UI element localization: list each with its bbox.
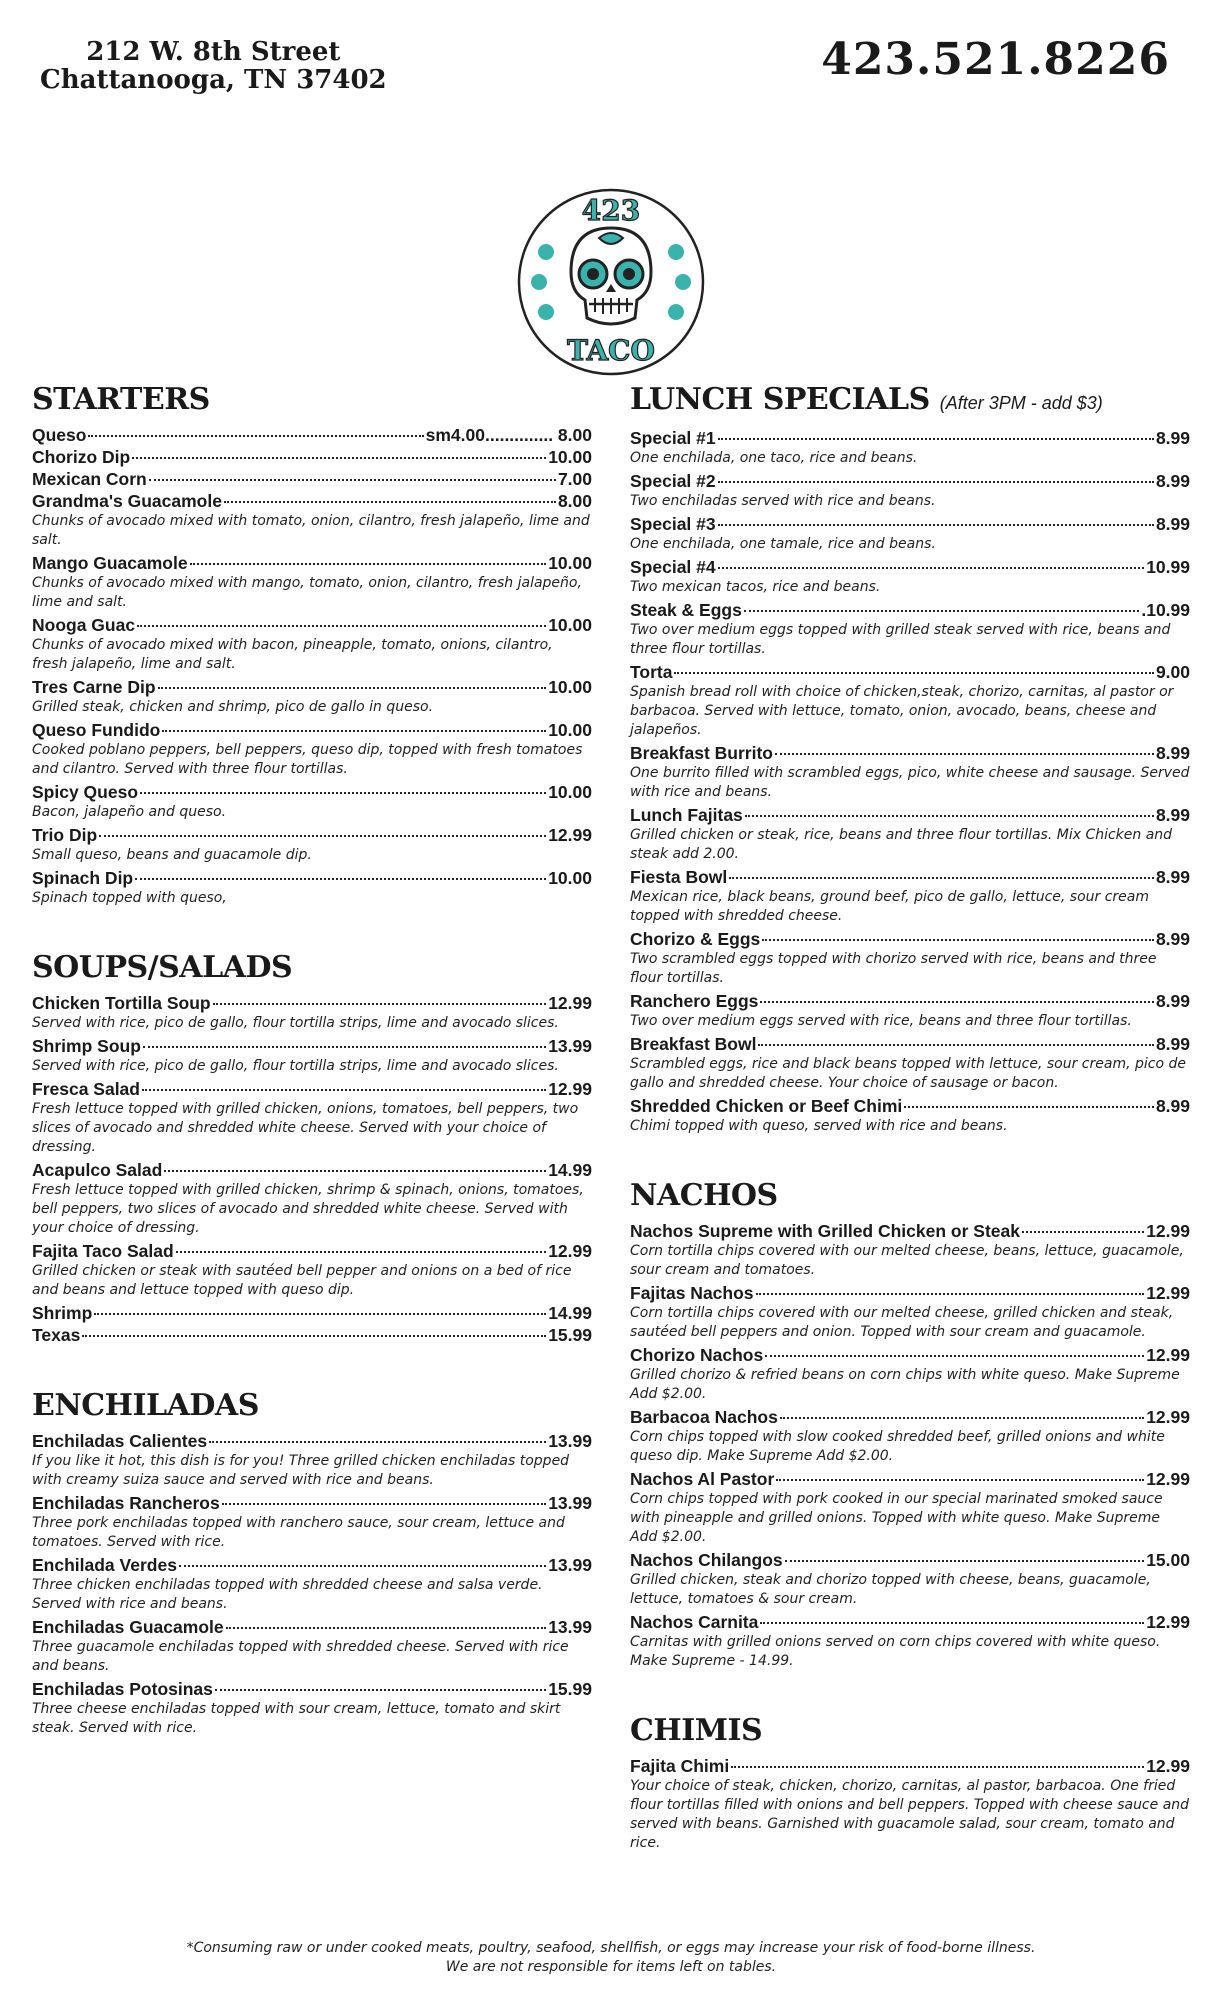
menu-item xyxy=(32,614,592,674)
menu-item xyxy=(630,1220,1190,1280)
menu-item-description: Two scrambled eggs topped with chorizo served with rice, beans and three flour tortillas. xyxy=(630,951,1157,986)
menu-item-description: If you like it hot, this dish is for you! Three grilled chicken enchiladas topped with creamy suiza sauce and served with rice and beans. xyxy=(32,1453,570,1488)
dot-leader xyxy=(731,1766,1144,1768)
menu-item-description: Served with rice, pico de gallo, flour tortilla strips, lime and avocado slices. xyxy=(32,1015,559,1031)
menu-item-row xyxy=(630,427,1190,449)
menu-item xyxy=(630,742,1190,802)
dot-leader xyxy=(135,878,546,880)
menu-item-row xyxy=(32,468,592,490)
menu-item-name: Mango Guacamole xyxy=(32,553,188,573)
dot-leader xyxy=(762,939,1154,941)
dot-leader xyxy=(179,1565,546,1567)
menu-item-row xyxy=(32,824,592,846)
section-title: SOUPS/SALADS xyxy=(32,950,293,985)
menu-item xyxy=(630,1282,1190,1342)
menu-item-row xyxy=(630,990,1190,1012)
dot-leader xyxy=(744,610,1139,612)
menu-item-name: Special #4 xyxy=(630,557,716,577)
section-title: ENCHILADAS xyxy=(32,1388,259,1423)
menu-item-row xyxy=(630,470,1190,492)
menu-item-price: 8.99 xyxy=(1155,991,1190,1011)
menu-item-price: 12.99 xyxy=(1146,1283,1190,1303)
dot-leader xyxy=(158,687,547,689)
menu-item-description: Grilled chicken or steak, rice, beans and three flour tortillas. Mix Chicken and steak add 2.00. xyxy=(630,827,1173,862)
menu-item-description: Mexican rice, black beans, ground beef, pico de gallo, lettuce, sour cream topped with shredded cheese. xyxy=(630,889,1150,924)
menu-item xyxy=(32,824,592,865)
address-line-2: Chattanooga, TN 37402 xyxy=(40,65,387,95)
restaurant-address xyxy=(40,38,387,94)
menu-item-name: Queso xyxy=(32,425,87,445)
menu-item xyxy=(630,1344,1190,1404)
menu-item xyxy=(32,1492,592,1552)
menu-item-name: Trio Dip xyxy=(32,825,98,845)
menu-item-row xyxy=(630,1220,1190,1242)
menu-item xyxy=(32,490,592,550)
menu-item-name: Barbacoa Nachos xyxy=(630,1407,778,1427)
section-title: CHIMIS xyxy=(630,1713,763,1748)
menu-item-row xyxy=(32,552,592,574)
menu-item-price: 8.99 xyxy=(1155,514,1190,534)
menu-item-price: 8.99 xyxy=(1155,1034,1190,1054)
menu-item-price: 13.99 xyxy=(548,1617,592,1637)
menu-item-name: Acapulco Salad xyxy=(32,1160,163,1180)
menu-item-description: Cooked poblano peppers, bell peppers, queso dip, topped with fresh tomatoes and cilantro. Served with three flour tortillas. xyxy=(32,742,583,777)
menu-item-row xyxy=(630,1033,1190,1055)
menu-item-price: 10.00 xyxy=(548,677,592,697)
menu-item-description: Three chicken enchiladas topped with shredded cheese and salsa verde. Served with rice and beans. xyxy=(32,1577,543,1612)
menu-item-price: 10.00 xyxy=(548,782,592,802)
menu-item xyxy=(32,1678,592,1738)
section-title xyxy=(630,382,1190,421)
menu-item-name: Enchiladas Rancheros xyxy=(32,1493,220,1513)
dot-leader xyxy=(132,457,546,459)
menu-item-row xyxy=(32,1078,592,1100)
address-line-1: 212 W. 8th Street xyxy=(86,37,341,67)
menu-item-row xyxy=(630,1095,1190,1117)
menu-item-price: 15.00 xyxy=(1146,1550,1190,1570)
menu-item xyxy=(32,1302,592,1324)
menu-item-row xyxy=(630,1611,1190,1633)
dot-leader xyxy=(99,835,546,837)
dot-leader xyxy=(765,1355,1144,1357)
menu-item-name: Fajita Chimi xyxy=(630,1756,730,1776)
dot-leader xyxy=(176,1251,547,1253)
menu-item xyxy=(32,1159,592,1238)
menu-item-price: sm4.00.............. 8.00 xyxy=(425,425,592,445)
menu-item-price: 8.99 xyxy=(1155,743,1190,763)
menu-item-name: Shrimp Soup xyxy=(32,1036,141,1056)
menu-item xyxy=(630,804,1190,864)
menu-item-row xyxy=(32,1035,592,1057)
menu-item-row xyxy=(32,1159,592,1181)
menu-item-name: Steak & Eggs xyxy=(630,600,742,620)
menu-item-row xyxy=(630,1282,1190,1304)
menu-item-description: Chunks of avocado mixed with bacon, pineapple, tomato, onions, cilantro, fresh jalapeño, lime and salt. xyxy=(32,637,553,672)
dot-leader xyxy=(745,815,1154,817)
menu-item-price: 12.99 xyxy=(1146,1756,1190,1776)
menu-item-name: Special #3 xyxy=(630,514,716,534)
dot-leader xyxy=(94,1313,546,1315)
dot-leader xyxy=(780,1417,1144,1419)
menu-item-price: 13.99 xyxy=(548,1431,592,1451)
menu-item xyxy=(630,990,1190,1031)
right-column xyxy=(630,382,1190,1895)
dot-leader xyxy=(785,1560,1145,1562)
menu-item-name: Nachos Al Pastor xyxy=(630,1469,775,1489)
menu-item xyxy=(32,1035,592,1076)
section-chimis xyxy=(630,1713,1190,1853)
dot-leader xyxy=(775,753,1154,755)
menu-item xyxy=(630,661,1190,740)
dot-leader xyxy=(776,1479,1144,1481)
menu-item-row xyxy=(32,719,592,741)
menu-item xyxy=(32,424,592,446)
menu-item-name: Mexican Corn xyxy=(32,469,147,489)
menu-item-price: 8.99 xyxy=(1155,805,1190,825)
logo-top-text: 423 xyxy=(581,194,641,227)
dot-leader xyxy=(222,1503,546,1505)
menu-item-name: Chorizo & Eggs xyxy=(630,929,761,949)
menu-item-description: One burrito filled with scrambled eggs, pico, white cheese and sausage. Served with rice and beans. xyxy=(630,765,1190,800)
menu-item-price: 8.99 xyxy=(1155,929,1190,949)
menu-item xyxy=(630,1095,1190,1136)
menu-item-description: Spinach topped with queso, xyxy=(32,890,227,906)
menu-item-description: Bacon, jalapeño and queso. xyxy=(32,804,227,820)
menu-item xyxy=(630,1406,1190,1466)
menu-item-description: Grilled chicken or steak with sautéed bell pepper and onions on a bed of rice and beans and lettuce topped with queso dip. xyxy=(32,1263,572,1298)
menu-item-price: 12.99 xyxy=(548,1079,592,1099)
menu-item-name: Nooga Guac xyxy=(32,615,136,635)
section-lunch-specials xyxy=(630,382,1190,1136)
menu-item-name: Queso Fundido xyxy=(32,720,161,740)
menu-item-row xyxy=(630,1406,1190,1428)
menu-item-row xyxy=(630,556,1190,578)
menu-item-row xyxy=(32,1302,592,1324)
menu-item-name: Chorizo Nachos xyxy=(630,1345,764,1365)
menu-item-name: Ranchero Eggs xyxy=(630,991,759,1011)
menu-item xyxy=(630,470,1190,511)
menu-item xyxy=(630,513,1190,554)
menu-item-price: 12.99 xyxy=(548,993,592,1013)
dot-leader xyxy=(142,1089,546,1091)
sugar-skull-logo xyxy=(513,184,709,380)
menu-item-price: 12.99 xyxy=(548,825,592,845)
menu-item-description: Chunks of avocado mixed with tomato, onion, cilantro, fresh jalapeño, lime and salt. xyxy=(32,513,590,548)
menu-item-description: Fresh lettuce topped with grilled chicken, onions, tomatoes, bell peppers, two slices of avocado and shredded white cheese. Served with your choice of dressing. xyxy=(32,1101,579,1155)
menu-item xyxy=(630,928,1190,988)
menu-item-price: 8.00 xyxy=(557,491,592,511)
menu-item-name: Nachos Carnita xyxy=(630,1612,759,1632)
menu-item-price: 12.99 xyxy=(1146,1345,1190,1365)
menu-item-name: Nachos Chilangos xyxy=(630,1550,783,1570)
menu-item-description: Grilled chorizo & refried beans on corn chips with white queso. Make Supreme Add $2.00. xyxy=(630,1367,1180,1402)
menu-item-name: Shrimp xyxy=(32,1303,93,1323)
menu-item-description: Three pork enchiladas topped with ranchero sauce, sour cream, lettuce and tomatoes. Served with rice. xyxy=(32,1515,565,1550)
menu-item-row xyxy=(32,1554,592,1576)
menu-item-description: Small queso, beans and guacamole dip. xyxy=(32,847,312,863)
menu-item-name: Enchiladas Potosinas xyxy=(32,1679,213,1699)
dot-leader xyxy=(760,1001,1154,1003)
menu-item-price: 13.99 xyxy=(548,1555,592,1575)
menu-item-price: 12.99 xyxy=(1146,1469,1190,1489)
menu-item-row xyxy=(630,1549,1190,1571)
menu-item-description: Grilled chicken, steak and chorizo topped with cheese, beans, guacamole, lettuce, tomatoes & sour cream. xyxy=(630,1572,1151,1607)
logo-bottom-text: TACO xyxy=(567,334,655,367)
menu-item-row xyxy=(630,866,1190,888)
menu-item-name: Breakfast Burrito xyxy=(630,743,773,763)
menu-item-row xyxy=(630,599,1190,621)
menu-item-row xyxy=(32,1616,592,1638)
menu-item xyxy=(32,446,592,468)
menu-item-name: Breakfast Bowl xyxy=(630,1034,757,1054)
menu-item-name: Enchiladas Guacamole xyxy=(32,1617,224,1637)
item-list xyxy=(32,992,592,1346)
menu-item-name: Special #2 xyxy=(630,471,716,491)
menu-item xyxy=(32,1430,592,1490)
menu-item-price: 10.00 xyxy=(548,553,592,573)
menu-item-description: Two enchiladas served with rice and beans. xyxy=(630,493,936,509)
menu-item-name: Spicy Queso xyxy=(32,782,139,802)
menu-item-name: Chicken Tortilla Soup xyxy=(32,993,211,1013)
menu-item-name: Fiesta Bowl xyxy=(630,867,728,887)
dot-leader xyxy=(904,1106,1154,1108)
menu-item-description: Corn tortilla chips covered with our melted cheese, grilled chicken and steak, sautéed bell peppers and onion. Topped with sour cream and guacamole. xyxy=(630,1305,1174,1340)
menu-item-row xyxy=(630,661,1190,683)
menu-item-row xyxy=(32,1678,592,1700)
menu-item-row xyxy=(630,742,1190,764)
section-title: STARTERS xyxy=(32,382,210,417)
menu-item-name: Spinach Dip xyxy=(32,868,134,888)
menu-item xyxy=(32,552,592,612)
menu-item xyxy=(630,1468,1190,1547)
menu-item-name: Texas xyxy=(32,1325,81,1345)
menu-item-row xyxy=(32,1492,592,1514)
menu-item-description: Corn chips topped with slow cooked shredded beef, grilled onions and white queso dip. Make Supreme Add $2.00. xyxy=(630,1429,1165,1464)
menu-item-price: 10.00 xyxy=(548,447,592,467)
dot-leader xyxy=(718,438,1154,440)
menu-item xyxy=(630,556,1190,597)
menu-item-description: Carnitas with grilled onions served on corn chips covered with white queso. Make Supreme - 14.99. xyxy=(630,1634,1161,1669)
menu-item-name: Tres Carne Dip xyxy=(32,677,156,697)
menu-item-price: 10.00 xyxy=(548,615,592,635)
menu-item-row xyxy=(630,513,1190,535)
section-title-text: LUNCH SPECIALS xyxy=(630,382,930,417)
section-note: (After 3PM - add $3) xyxy=(939,393,1103,413)
dot-leader xyxy=(226,1627,547,1629)
dot-leader xyxy=(82,1335,546,1337)
menu-item-name: Lunch Fajitas xyxy=(630,805,743,825)
dot-leader xyxy=(149,479,556,481)
menu-item-price: 12.99 xyxy=(548,1241,592,1261)
menu-item-row xyxy=(32,446,592,468)
menu-item xyxy=(32,1616,592,1676)
menu-item-description: Two over medium eggs served with rice, beans and three flour tortillas. xyxy=(630,1013,1132,1029)
menu-item-description: Fresh lettuce topped with grilled chicken, shrimp & spinach, onions, tomatoes, bell peppers, two slices of avocado and shredded white cheese. Served with your choice of dressing. xyxy=(32,1182,584,1236)
menu-item-row xyxy=(630,804,1190,826)
menu-item-name: Shredded Chicken or Beef Chimi xyxy=(630,1096,903,1116)
dot-leader xyxy=(140,792,546,794)
menu-item-row xyxy=(630,1755,1190,1777)
menu-item-description: Chunks of avocado mixed with mango, tomato, onion, cilantro, fresh jalapeño, lime and salt. xyxy=(32,575,582,610)
menu-item-row xyxy=(32,992,592,1014)
menu-item-name: Fajitas Nachos xyxy=(630,1283,754,1303)
menu-item-name: Torta xyxy=(630,662,673,682)
phone-number: 423.521.8226 xyxy=(821,34,1170,85)
menu-item-price: 13.99 xyxy=(548,1493,592,1513)
menu-item-row xyxy=(32,614,592,636)
dot-leader xyxy=(190,563,547,565)
dot-leader xyxy=(760,1622,1144,1624)
footer-line-2: We are not responsible for items left on tables. xyxy=(445,1959,777,1975)
dot-leader xyxy=(213,1003,547,1005)
menu-item-row xyxy=(32,424,592,446)
menu-item-row xyxy=(32,1240,592,1262)
menu-item-row xyxy=(32,1430,592,1452)
menu-item-description: Scrambled eggs, rice and black beans topped with lettuce, sour cream, pico de gallo and shredded cheese. Your choice of sausage or bacon. xyxy=(630,1056,1186,1091)
menu-item-name: Enchilada Verdes xyxy=(32,1555,177,1575)
menu-item-row xyxy=(630,1468,1190,1490)
menu-item-price: 9.00 xyxy=(1155,662,1190,682)
menu-item-row xyxy=(32,1324,592,1346)
menu-item-price: 14.99 xyxy=(548,1303,592,1323)
dot-leader xyxy=(137,625,546,627)
menu-item xyxy=(32,992,592,1033)
menu-item-price: 7.00 xyxy=(557,469,592,489)
menu-item xyxy=(32,468,592,490)
menu-item-price: 12.99 xyxy=(1146,1407,1190,1427)
menu-item-description: Corn tortilla chips covered with our melted cheese, beans, lettuce, guacamole, sour cream and tomatoes. xyxy=(630,1243,1184,1278)
dot-leader xyxy=(718,567,1145,569)
menu-item-price: 15.99 xyxy=(548,1325,592,1345)
menu-item-description: Three guacamole enchiladas topped with shredded cheese. Served with rice and beans. xyxy=(32,1639,569,1674)
menu-item-name: Nachos Supreme with Grilled Chicken or Steak xyxy=(630,1221,1020,1241)
menu-item-name: Fresca Salad xyxy=(32,1079,140,1099)
footer-line-1: *Consuming raw or under cooked meats, poultry, seafood, shellfish, or eggs may increase your risk of food-borne illness. xyxy=(186,1940,1036,1956)
item-list xyxy=(630,1220,1190,1671)
menu-item-description: One enchilada, one tamale, rice and beans. xyxy=(630,536,936,552)
menu-item xyxy=(630,866,1190,926)
dot-leader xyxy=(162,730,546,732)
item-list xyxy=(32,1430,592,1738)
menu-item-price: 10.99 xyxy=(1146,557,1190,577)
menu-item-description: Chimi topped with queso, served with rice and beans. xyxy=(630,1118,1008,1134)
menu-item-row xyxy=(32,490,592,512)
menu-item xyxy=(32,1324,592,1346)
menu-item-price: 13.99 xyxy=(548,1036,592,1056)
section-starters xyxy=(32,382,592,908)
menu-item xyxy=(630,1611,1190,1671)
dot-leader xyxy=(756,1293,1145,1295)
item-list xyxy=(630,427,1190,1136)
menu-item xyxy=(32,719,592,779)
menu-item-price: 10.00 xyxy=(548,868,592,888)
dot-leader xyxy=(215,1689,546,1691)
dot-leader xyxy=(224,501,556,503)
menu-item-description: Corn chips topped with pork cooked in our special marinated smoked sauce with pineapple and grilled onions. Topped with white queso. Make Supreme Add $2.00. xyxy=(630,1491,1163,1545)
menu-item xyxy=(32,676,592,717)
menu-item-price: 8.99 xyxy=(1155,1096,1190,1116)
menu-item-price: 8.99 xyxy=(1155,471,1190,491)
menu-item-row xyxy=(32,867,592,889)
item-list xyxy=(32,424,592,908)
dot-leader xyxy=(758,1044,1154,1046)
menu-item-description: Two over medium eggs topped with grilled steak served with rice, beans and three flour tortillas. xyxy=(630,622,1171,657)
menu-item-price: .10.99 xyxy=(1141,600,1190,620)
menu-item-description: Spanish bread roll with choice of chicken,steak, chorizo, carnitas, al pastor or barbacoa. Served with lettuce, tomato, onion, avocado, beans, cheese and jalapeños. xyxy=(630,684,1174,738)
section-nachos xyxy=(630,1178,1190,1671)
left-column xyxy=(32,382,592,1780)
menu-item-row xyxy=(630,1344,1190,1366)
item-list xyxy=(630,1755,1190,1853)
menu-item-description: Grilled steak, chicken and shrimp, pico de gallo in queso. xyxy=(32,699,434,715)
menu-item-price: 14.99 xyxy=(548,1160,592,1180)
menu-item-name: Special #1 xyxy=(630,428,716,448)
menu-item-row xyxy=(32,676,592,698)
menu-item xyxy=(32,1078,592,1157)
menu-item xyxy=(32,867,592,908)
menu-item xyxy=(630,427,1190,468)
menu-item-description: One enchilada, one taco, rice and beans. xyxy=(630,450,918,466)
menu-item-row xyxy=(630,928,1190,950)
menu-item-description: Three cheese enchiladas topped with sour cream, lettuce, tomato and skirt steak. Served with rice. xyxy=(32,1701,561,1736)
dot-leader xyxy=(718,481,1154,483)
menu-item-name: Enchiladas Calientes xyxy=(32,1431,208,1451)
menu-item-row xyxy=(32,781,592,803)
menu-item-price: 15.99 xyxy=(548,1679,592,1699)
section-title: NACHOS xyxy=(630,1178,778,1213)
footer-disclaimer xyxy=(0,1939,1222,1977)
dot-leader xyxy=(1022,1231,1144,1233)
section-enchiladas xyxy=(32,1388,592,1738)
dot-leader xyxy=(209,1441,546,1443)
menu-item-price: 8.99 xyxy=(1155,867,1190,887)
menu-item xyxy=(630,1549,1190,1609)
dot-leader xyxy=(88,435,423,437)
menu-item xyxy=(630,1755,1190,1853)
dot-leader xyxy=(674,672,1153,674)
section-soups-salads xyxy=(32,950,592,1346)
menu-item-description: Your choice of steak, chicken, chorizo, carnitas, al pastor, barbacoa. One fried flour tortillas filled with onions and bell peppers. Topped with cheese sauce and served with beans. Garnished with guacamole salad, sour cream, tomato and rice. xyxy=(630,1778,1190,1851)
menu-item xyxy=(630,599,1190,659)
dot-leader xyxy=(729,877,1154,879)
menu-item-price: 12.99 xyxy=(1146,1612,1190,1632)
menu-item xyxy=(32,1554,592,1614)
menu-item-price: 8.99 xyxy=(1155,428,1190,448)
menu-item xyxy=(32,1240,592,1300)
dot-leader xyxy=(164,1170,546,1172)
dot-leader xyxy=(143,1046,546,1048)
menu-item xyxy=(32,781,592,822)
menu-item-price: 10.00 xyxy=(548,720,592,740)
menu-item-name: Grandma's Guacamole xyxy=(32,491,222,511)
menu-item-name: Chorizo Dip xyxy=(32,447,131,467)
menu-item xyxy=(630,1033,1190,1093)
dot-leader xyxy=(718,524,1154,526)
menu-item-name: Fajita Taco Salad xyxy=(32,1241,174,1261)
menu-item-description: Served with rice, pico de gallo, flour tortilla strips, lime and avocado slices. xyxy=(32,1058,559,1074)
menu-item-description: Two mexican tacos, rice and beans. xyxy=(630,579,881,595)
menu-item-price: 12.99 xyxy=(1146,1221,1190,1241)
